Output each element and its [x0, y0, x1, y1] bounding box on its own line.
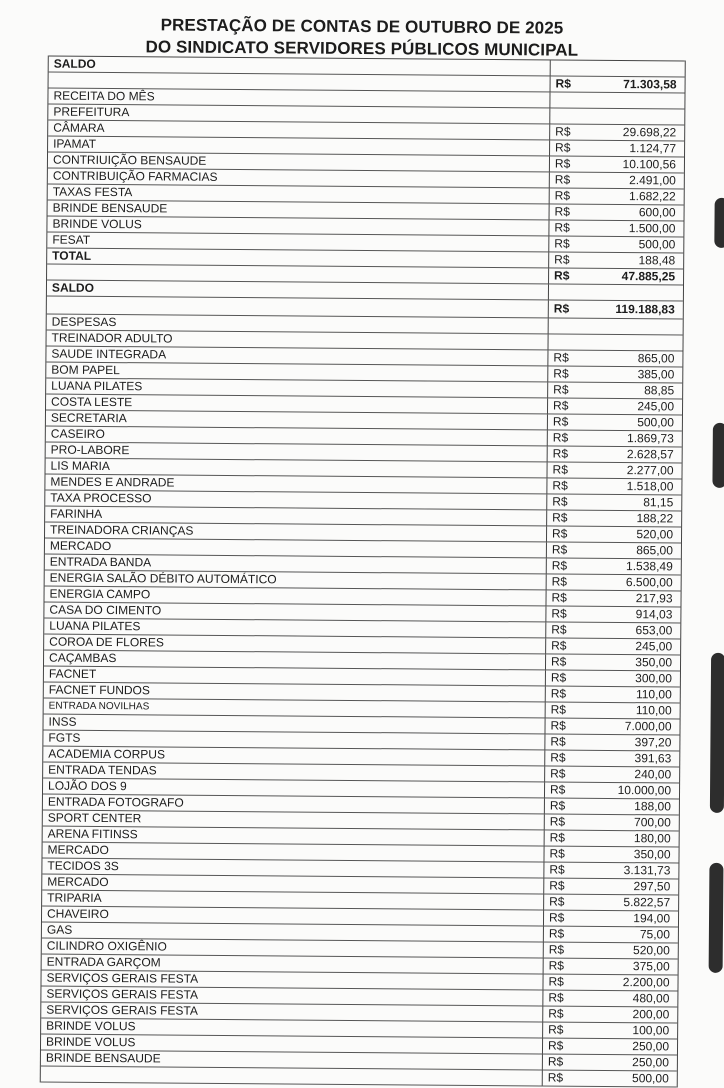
expense-row-label: [41, 1067, 543, 1086]
expense-row-label: FACNET FUNDOS: [44, 683, 546, 702]
currency-label: R$: [550, 654, 567, 669]
expense-row-label: PRO-LABORE: [46, 443, 548, 462]
income-row-value: 1.682,22: [628, 189, 676, 204]
scan-smudge: [709, 863, 724, 973]
currency-label: R$: [548, 990, 564, 1005]
currency-label: R$: [553, 350, 569, 365]
income-row-value: 500,00: [638, 237, 676, 252]
currency-label: R$: [553, 301, 570, 316]
expense-row-value: 375,00: [632, 959, 670, 974]
expense-row-label: CILINDRO OXIGÊNIO: [42, 939, 544, 958]
expense-row-label: SERVIÇOS GERAIS FESTA: [41, 987, 543, 1006]
expense-row-label: ENTRADA NOVILHAS: [44, 699, 546, 718]
expense-row-value: 865,00: [637, 351, 675, 366]
expense-row-label: SPORT CENTER: [43, 811, 545, 830]
expense-row-label: SERVIÇOS GERAIS FESTA: [41, 1003, 543, 1022]
expense-row-value: 520,00: [636, 527, 674, 542]
income-row-value: 600,00: [638, 205, 676, 220]
currency-label: R$: [553, 382, 569, 397]
expense-row-label: BRINDE VOLUS: [41, 1019, 543, 1038]
currency-label: R$: [551, 526, 568, 541]
expense-row-label: GAS: [42, 923, 544, 942]
currency-label: R$: [550, 750, 566, 765]
expense-row-value: 180,00: [633, 831, 671, 846]
income-row-label: TOTAL: [47, 249, 549, 268]
document-subtitle: DO SINDICATO SERVIDORES PÚBLICOS MUNICIPAL: [145, 37, 579, 60]
currency-label: R$: [551, 590, 567, 605]
expense-row-value: 88,85: [644, 383, 675, 398]
expense-row-label: COROA DE FLORES: [44, 635, 546, 654]
expense-row-label: SECRETARIA: [46, 411, 548, 430]
expense-row-value: 81,15: [643, 495, 674, 510]
currency-label: R$: [552, 446, 569, 461]
expense-row-value: 194,00: [633, 911, 671, 926]
currency-label: R$: [549, 814, 566, 829]
expense-row-value: 1.869,73: [627, 431, 674, 446]
income-row-label: TAXAS FESTA: [48, 185, 550, 204]
expense-row-value: 245,00: [635, 639, 673, 654]
currency-label: R$: [548, 1006, 564, 1021]
expense-row-value: 300,00: [635, 671, 672, 686]
expense-row-value: 1.518,00: [626, 479, 674, 494]
currency-label: R$: [550, 766, 566, 781]
income-row-value: 2.491,00: [629, 173, 676, 188]
expense-row-label: LIS MARIA: [46, 459, 548, 478]
currency-label: R$: [549, 894, 565, 909]
currency-label: R$: [555, 124, 571, 139]
scan-smudge: [712, 423, 724, 488]
expense-row-label: TAXA PROCESSO: [45, 491, 547, 510]
expense-row-label: CASEIRO: [46, 427, 548, 446]
currency-label: R$: [548, 958, 565, 973]
expense-row-value: 350,00: [635, 655, 673, 670]
expense-row-label: MERCADO: [45, 539, 547, 558]
expense-row-label: ENTRADA GARÇOM: [42, 955, 544, 974]
income-row-value: [595, 109, 684, 125]
currency-label: R$: [554, 156, 571, 171]
currency-label: R$: [555, 140, 571, 155]
expense-row-label: MERCADO: [42, 875, 544, 894]
income-row-value: 1.500,00: [628, 221, 676, 236]
expense-row-label: TRIPARIA: [42, 891, 544, 910]
expense-row-value: 700,00: [634, 815, 671, 830]
currency-label: R$: [550, 734, 566, 749]
currency-label: R$: [551, 558, 568, 573]
expense-row-label: ENTRADA FOTOGRAFO: [43, 795, 545, 814]
currency-label: R$: [550, 670, 567, 685]
expense-row-value: 397,20: [634, 735, 672, 750]
expense-row-value: 653,00: [635, 623, 673, 638]
expense-row-value: 914,03: [635, 607, 673, 622]
expense-row-value: 188,00: [634, 799, 671, 814]
expense-row-value: 385,00: [637, 367, 675, 382]
currency-label: R$: [548, 974, 564, 989]
income-row-label: PREFEITURA: [48, 105, 550, 124]
currency-label: R$: [548, 1022, 564, 1037]
currency-label: R$: [552, 414, 569, 429]
income-row-label: CONTRIUIÇÃO BENSAUDE: [48, 153, 550, 172]
currency-label: R$: [547, 1038, 564, 1053]
expense-row-label: ENERGIA SALÃO DÉBITO AUTOMÁTICO: [45, 571, 547, 590]
expense-row-label: LUANA PILATES: [44, 619, 546, 638]
income-row-value: 188,48: [638, 253, 676, 268]
expense-row-label: TECIDOS 3S: [42, 859, 544, 878]
expense-row-value: 240,00: [634, 767, 672, 782]
currency-label: R$: [549, 846, 565, 861]
currency-label: R$: [552, 430, 569, 445]
expense-row-value: 500,00: [637, 415, 674, 430]
expense-row-label: TREINADOR ADULTO: [47, 331, 549, 350]
expense-row-label: MERCADO: [42, 843, 544, 862]
currency-label: R$: [547, 1070, 564, 1085]
expense-row-value: 2.200,00: [622, 975, 670, 990]
currency-label: R$: [547, 1054, 564, 1069]
currency-label: R$: [554, 172, 571, 187]
expense-row-label: ENTRADA BANDA: [45, 555, 547, 574]
expense-row-label: MENDES E ANDRADE: [45, 475, 547, 494]
currency-label: R$: [551, 638, 567, 653]
income-row-label: BRINDE VOLUS: [47, 217, 549, 236]
scan-smudge: [714, 198, 724, 248]
expense-row-value: 245,00: [637, 399, 675, 414]
currency-label: R$: [550, 686, 567, 701]
expense-row-label: CAÇAMBAS: [44, 651, 546, 670]
expense-row-value: 3.131,73: [623, 863, 671, 878]
expense-row-value: 250,00: [632, 1055, 669, 1070]
currency-label: R$: [552, 478, 568, 493]
expense-row-label: CASA DO CIMENTO: [44, 603, 546, 622]
expense-row-value: 2.277,00: [626, 463, 674, 478]
income-row-label: IPAMAT: [48, 137, 550, 156]
expense-row-value: [593, 335, 682, 351]
income-row-value: 29.698,22: [622, 125, 677, 140]
currency-label: R$: [548, 926, 565, 941]
expense-row-label: SAUDE INTEGRADA: [46, 347, 548, 366]
currency-label: R$: [554, 252, 570, 267]
expense-row-value: 1.538,49: [626, 559, 673, 574]
balance-label: SALDO: [47, 281, 549, 300]
opening-balance-section: [48, 56, 684, 110]
income-list: [47, 105, 684, 270]
currency-label: [550, 108, 595, 123]
expense-row-label: FACNET: [44, 667, 546, 686]
expense-row-label: BOM PAPEL: [46, 363, 548, 382]
expense-row-value: 110,00: [635, 687, 672, 702]
currency-label: R$: [554, 220, 570, 235]
expense-row-value: 480,00: [632, 991, 670, 1006]
income-row-value: 1.124,77: [629, 141, 677, 156]
expense-row-value: 350,00: [633, 847, 671, 862]
currency-label: R$: [553, 366, 569, 381]
opening-balance-value: 71.303,58: [623, 77, 677, 92]
currency-label: R$: [549, 782, 566, 797]
currency-label: R$: [548, 942, 565, 957]
currency-label: R$: [553, 398, 569, 413]
income-row-value: 10.100,56: [622, 157, 677, 172]
currency-label: R$: [552, 510, 568, 525]
expense-row-label: TREINADORA CRIANÇAS: [45, 523, 547, 542]
currency-label: R$: [552, 462, 568, 477]
expense-row-value: 200,00: [632, 1007, 670, 1022]
expense-row-value: 865,00: [636, 543, 673, 558]
expense-row-value: 500,00: [632, 1071, 669, 1086]
expense-row-label: CHAVEIRO: [42, 907, 544, 926]
scan-smudge: [710, 653, 724, 813]
expense-row-value: 217,93: [635, 591, 673, 606]
income-row-label: BRINDE BENSAUDE: [48, 201, 550, 220]
expense-row-value: 75,00: [639, 927, 670, 942]
currency-label: R$: [548, 910, 565, 925]
expenses-header: DESPESAS: [47, 315, 549, 334]
expense-row-value: 297,50: [633, 879, 671, 894]
expense-row-label: BRINDE VOLUS: [41, 1035, 543, 1054]
income-total-value: 47.885,25: [621, 269, 676, 284]
expense-row-label: INSS: [43, 715, 545, 734]
currency-label: R$: [551, 574, 568, 589]
expense-row-label: LUANA PILATES: [46, 379, 548, 398]
document-title: PRESTAÇÃO DE CONTAS DE OUTUBRO DE 2025: [160, 15, 564, 38]
expense-row-value: 188,22: [636, 511, 674, 526]
currency-label: R$: [554, 204, 570, 219]
currency-label: R$: [554, 268, 570, 283]
expense-row-value: 6.500,00: [625, 575, 673, 590]
expense-row-value: 100,00: [632, 1023, 670, 1038]
expense-row-value: 7.000,00: [624, 719, 672, 734]
expense-row-label: BRINDE BENSAUDE: [41, 1051, 543, 1070]
currency-label: R$: [552, 494, 568, 509]
expense-row-value: 2.628,57: [626, 447, 674, 462]
currency-label: [548, 334, 593, 349]
currency-label: R$: [549, 798, 566, 813]
expense-row-label: ENERGIA CAMPO: [45, 587, 547, 606]
expense-row-label: SERVIÇOS GERAIS FESTA: [41, 971, 543, 990]
expense-row-value: 5.822,57: [623, 895, 671, 910]
expense-row-value: 250,00: [632, 1039, 670, 1054]
expense-row-label: ARENA FITINSS: [43, 827, 545, 846]
currency-label: R$: [554, 188, 571, 203]
expense-row-label: ACADEMIA CORPUS: [43, 747, 545, 766]
income-header: RECEITA DO MÊS: [48, 89, 550, 108]
currency-label: R$: [555, 76, 571, 91]
currency-label: R$: [551, 606, 567, 621]
expense-row-value: 10.000,00: [617, 783, 672, 798]
currency-label: R$: [550, 718, 566, 733]
expense-row-value: 110,00: [635, 703, 672, 718]
currency-label: R$: [549, 862, 565, 877]
expense-row-label: COSTA LESTE: [46, 395, 548, 414]
currency-label: R$: [551, 542, 568, 557]
accounts-table: [40, 56, 686, 1088]
expense-row-label: FARINHA: [45, 507, 547, 526]
income-row-label: CÂMARA: [48, 121, 550, 140]
expense-row-value: 391,63: [634, 751, 672, 766]
expense-row-label: ENTRADA TENDAS: [43, 763, 545, 782]
currency-label: R$: [551, 622, 567, 637]
expense-row-label: LOJÃO DOS 9: [43, 779, 545, 798]
currency-label: R$: [549, 830, 566, 845]
balance-value: 119.188,83: [615, 302, 675, 317]
currency-label: R$: [549, 878, 565, 893]
currency-label: R$: [554, 236, 570, 251]
income-row-label: FESAT: [47, 233, 549, 252]
expense-row-label: FGTS: [43, 731, 545, 750]
currency-label: R$: [550, 702, 567, 717]
opening-balance-label: SALDO: [49, 57, 551, 76]
expense-row-value: 520,00: [633, 943, 670, 958]
expenses-list: [41, 331, 683, 1088]
income-row-label: CONTRIBUIÇÃO FARMACIAS: [48, 169, 550, 188]
